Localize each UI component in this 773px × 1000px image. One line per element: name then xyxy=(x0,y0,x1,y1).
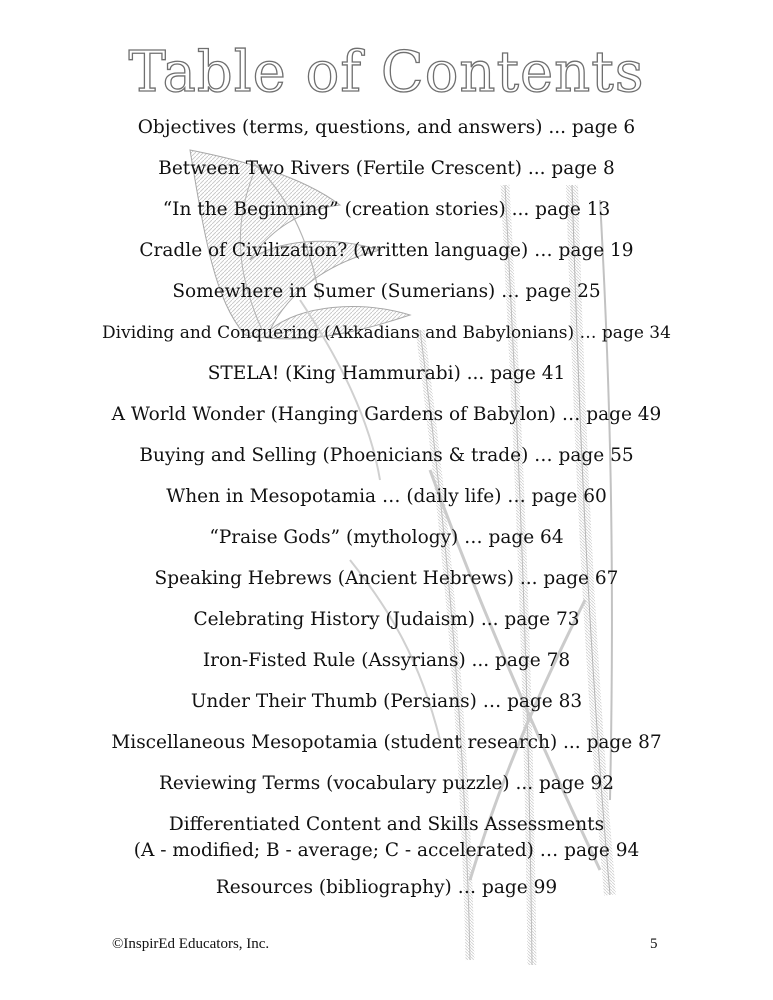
toc-entry-cradle-of-civilization: Cradle of Civilization? (written language) … page 19 xyxy=(139,240,634,261)
toc-entry-objectives: Objectives (terms, questions, and answers) ... page 6 xyxy=(137,117,636,138)
toc-entry-buying-and-selling: Buying and Selling (Phoenicians & trade) … page 55 xyxy=(139,445,634,466)
toc-entry-iron-fisted-rule: Iron-Fisted Rule (Assyrians) ... page 78 xyxy=(202,650,571,671)
toc-entry-miscellaneous-mesopotamia: Miscellaneous Mesopotamia (student research) ... page 87 xyxy=(111,732,662,753)
toc-entry-when-in-mesopotamia: When in Mesopotamia … (daily life) … page 60 xyxy=(166,486,607,507)
toc-entry-reviewing-terms: Reviewing Terms (vocabulary puzzle) ... page 92 xyxy=(158,773,615,794)
toc-entry-between-two-rivers: Between Two Rivers (Fertile Crescent) ... page 8 xyxy=(158,158,615,179)
page-number: 5 xyxy=(650,936,658,952)
toc-entry-differentiated-assessments xyxy=(0,812,773,864)
toc-entry-in-the-beginning: “In the Beginning” (creation stories) ... page 13 xyxy=(162,199,611,220)
copyright-notice: ©InspirEd Educators, Inc. xyxy=(112,936,270,952)
toc-entry-under-their-thumb: Under Their Thumb (Persians) … page 83 xyxy=(190,691,583,712)
toc-entry-line-1: Differentiated Content and Skills Assessments xyxy=(168,814,605,835)
toc-entry-somewhere-in-sumer: Somewhere in Sumer (Sumerians) … page 25 xyxy=(172,281,601,302)
toc-entry-world-wonder: A World Wonder (Hanging Gardens of Babylon) … page 49 xyxy=(111,404,662,425)
toc-entry-line-2: (A - modified; B - average; C - accelerated) … page 94 xyxy=(133,840,640,861)
page-title: Table of Contents xyxy=(128,40,645,105)
toc-entry-celebrating-history: Celebrating History (Judaism) ... page 73 xyxy=(193,609,580,630)
toc-entry-dividing-and-conquering: Dividing and Conquering (Akkadians and Babylonians) … page 34 xyxy=(102,323,671,343)
toc-entry-speaking-hebrews: Speaking Hebrews (Ancient Hebrews) ... page 67 xyxy=(154,568,619,589)
toc-entry-praise-gods: “Praise Gods” (mythology) … page 64 xyxy=(209,527,564,548)
toc-entry-stela: STELA! (King Hammurabi) ... page 41 xyxy=(207,363,566,384)
toc-entry-resources: Resources (bibliography) … page 99 xyxy=(215,877,558,898)
